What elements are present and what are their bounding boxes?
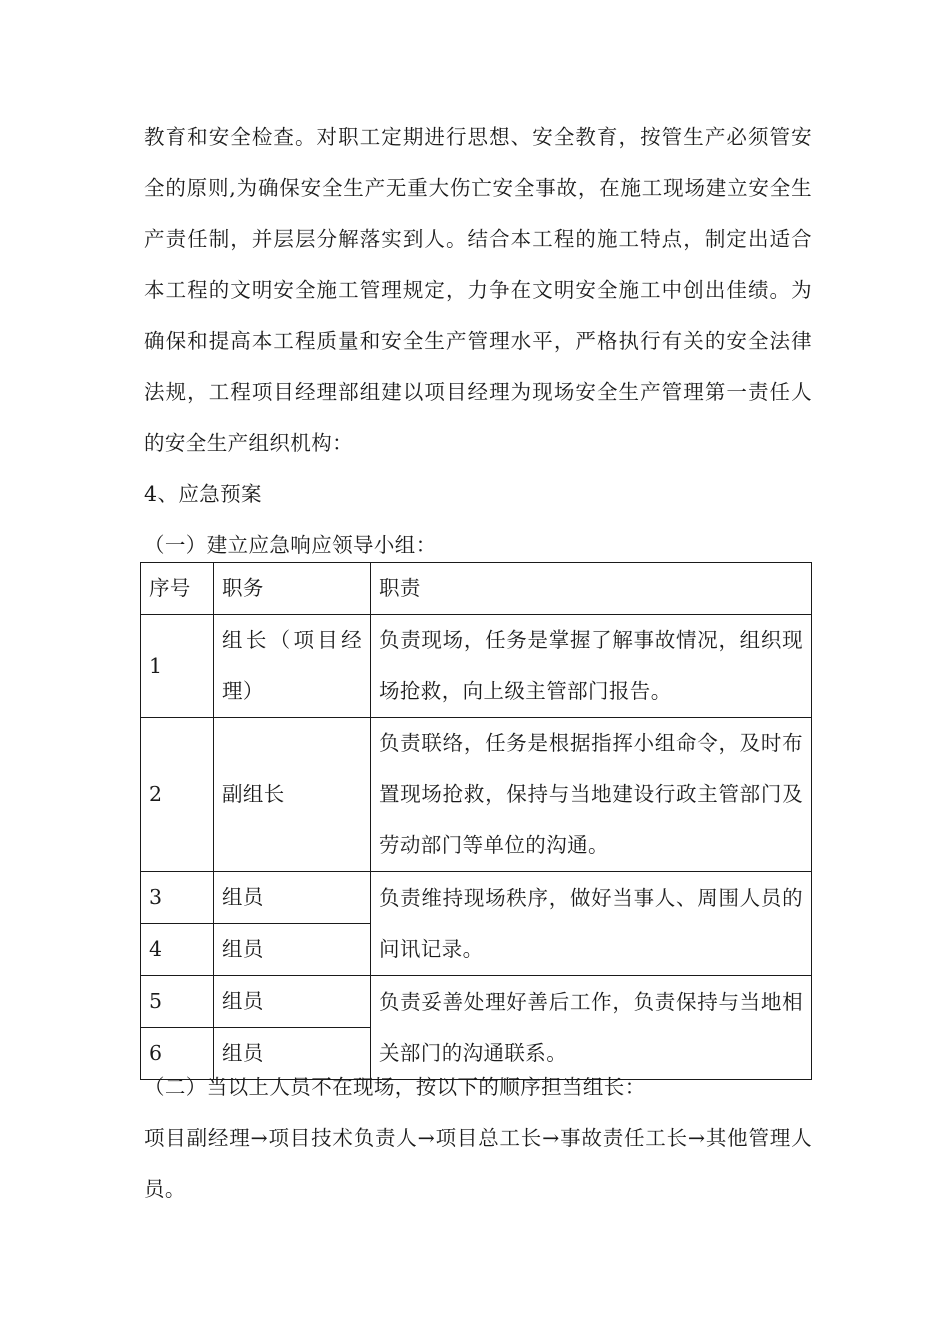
row-duty-merged: 负责妥善处理好善后工作，负责保持与当地相关部门的沟通联系。 <box>371 976 812 1080</box>
row-duty-merged: 负责维持现场秩序，做好当事人、周围人员的问讯记录。 <box>371 872 812 976</box>
emergency-team-table <box>140 562 812 1080</box>
table-row <box>141 872 812 924</box>
subsection-one-title: （一）建立应急响应领导小组： <box>144 533 437 557</box>
intro-paragraph: 教育和安全检查。对职工定期进行思想、安全教育，按管生产必须管安全的原则,为确保安全生产无重大伤亡安全事故，在施工现场建立安全生产责任制，并层层分解落实到人。结合本工程的施工特点，制定出适合本工程的文明安全施工管理规定，力争在文明安全施工中创出佳绩。为确保和提高本工程质量和安全生产管理水平，严格执行有关的安全法律法规，工程项目经理部组建以项目经理为现场安全生产管理第一责任人的安全生产组织机构： <box>144 125 812 455</box>
row-no: 4 <box>141 924 214 976</box>
row-no: 5 <box>141 976 214 1028</box>
table-header-row <box>141 563 812 615</box>
table-row <box>141 976 812 1028</box>
document-page <box>144 112 812 571</box>
section-heading: 4、应急预案 <box>144 482 262 506</box>
row-role: 组员 <box>214 872 371 924</box>
row-role: 副组长 <box>214 718 371 872</box>
header-duty: 职责 <box>371 563 812 615</box>
table-row <box>141 718 812 872</box>
row-duty: 负责联络，任务是根据指挥小组命令，及时布置现场抢救，保持与当地建设行政主管部门及劳动部门等单位的沟通。 <box>371 718 812 872</box>
row-duty: 负责现场，任务是掌握了解事故情况，组织现场抢救，向上级主管部门报告。 <box>371 615 812 718</box>
header-role: 职务 <box>214 563 371 615</box>
row-role: 组长（项目经理） <box>214 615 371 718</box>
row-role: 组员 <box>214 976 371 1028</box>
row-role: 组员 <box>214 1028 371 1080</box>
row-role: 组员 <box>214 924 371 976</box>
table-row <box>141 615 812 718</box>
row-no: 2 <box>141 718 214 872</box>
header-no: 序号 <box>141 563 214 615</box>
subsection-two-title: （二）当以上人员不在现场，按以下的顺序担当组长： <box>144 1075 646 1099</box>
row-no: 3 <box>141 872 214 924</box>
row-no: 6 <box>141 1028 214 1080</box>
after-table-block <box>144 1062 812 1215</box>
row-no: 1 <box>141 615 214 718</box>
succession-order: 项目副经理→项目技术负责人→项目总工长→事故责任工长→其他管理人员。 <box>144 1126 812 1201</box>
